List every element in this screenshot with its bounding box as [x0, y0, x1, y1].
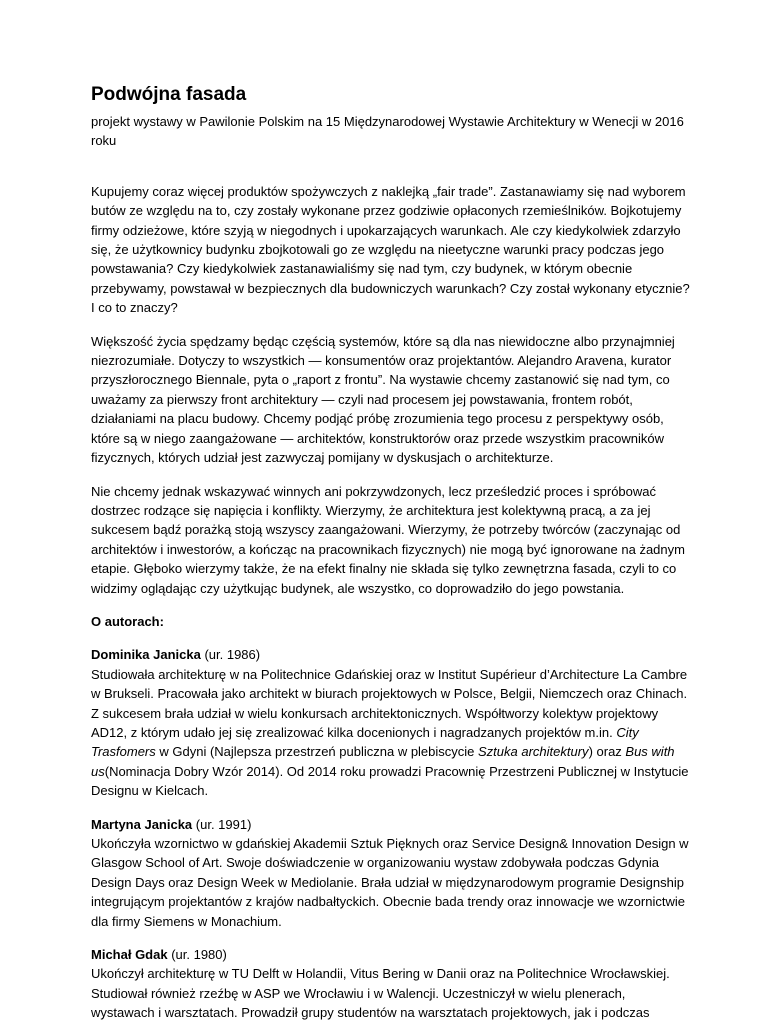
author-bio-text: ) oraz: [588, 744, 626, 760]
author-name: Michał Gdak: [91, 947, 168, 963]
intro-paragraph-3: Nie chcemy jednak wskazywać winnych ani pokrzywdzonych, lecz prześledzić proces i spróbować dostrzec rodzące się napięcia i konflikty. Wierzymy, że architektura jest kolektywną pracą, a za jej sukcesem bądź porażką stoją wszyscy zaangażowani. Wierzymy, że potrzeby twórców (zaczynając od architektów i inwestorów, a kończąc na pracownikach fizycznych) nie mogą być ignorowane na żadnym etapie. Głęboko wierzymy także, że na efekt finalny nie składa się tylko zewnętrzna fasada, czyli to co widzimy oglądając czy użytkując budynek, ale wszystko, co doprowadziło do jego powstania.: [91, 483, 685, 596]
author-bio-text: Studiowała architekturę w na Politechnice Gdańskiej oraz w Institut Supérieur d’Architecture La Cambre w Brukseli. Pracowała jako architekt w biurach projektowych w Polsce, Belgii, Niemczech oraz Chinach. Z sukcesem brała udział w wielu konkursach architektonicznych. Współtworzy kolektyw projektowy AD12, z którym udało jej się zrealizować kilka docenionych i nagradzanych projektów m.in.: [91, 666, 688, 740]
author-bio-text: Ukończyła wzornictwo w gdańskiej Akademii Sztuk Pięknych oraz Service Design& Innovation Design w Glasgow School of Art. Swoje doświadczenie w organizowaniu wystaw zdobywała podczas Gdynia Design Days oraz Design Week w Mediolanie. Brała udział w międzynarodowym programie Designship integrującym projektantów z krajów nadbałtyckich. Obecnie bada trendy oraz innowacje we wzornictwie dla firmy Siemens w Monachium.: [91, 836, 689, 929]
author-name: Martyna Janicka: [91, 816, 193, 832]
author-bio-text: Ukończył architekturę w TU Delft w Holandii, Vitus Bering w Danii oraz na Politechnice Wrocławskiej. Studiował również rzeźbę w ASP we Wrocławiu i w Walencji. Uczestniczył w wielu plenerach, wystawach i warsztatach. Prowadził grupy studentów na warsztatach projektowych, jak i podczas: [91, 966, 670, 1021]
author-born: (ur. 1980): [167, 947, 227, 963]
project-title: City Trasfomers: [91, 724, 639, 760]
document-page: [91, 84, 691, 1023]
author-bio-text: w Gdyni (Najlepsza przestrzeń publiczna w plebiscycie: [155, 744, 479, 760]
author-born: (ur. 1991): [192, 816, 252, 832]
award-title: Sztuka architektury: [478, 744, 589, 760]
document-subtitle: projekt wystawy w Pawilonie Polskim na 15 Międzynarodowej Wystawie Architektury w Wenecji w 2016 roku: [91, 114, 684, 149]
intro-paragraph-2: Większość życia spędzamy będąc częścią systemów, które są dla nas niewidoczne albo przynajmniej niezrozumiałe. Dotyczy to wszystkich — konsumentów oraz projektantów. Alejandro Aravena, kurator przyszłorocznego Biennale, pyta o „raport z frontu”. Na wystawie chcemy zastanowić się nad tym, co uważamy za pierwszy front architektury — czyli nad procesem jej powstawania, frontem robót, działaniami na placu budowy. Chcemy podjąć próbę zrozumienia tego procesu z perspektywy osób, które są w niego zaangażowane — architektów, konstruktorów oraz przede wszystkim pracowników fizycznych, których udział jest zazwyczaj pomijany w dyskusjach o architekturze.: [91, 333, 675, 466]
author-bio-martyna: [91, 815, 691, 931]
author-born: (ur. 1986): [200, 647, 261, 663]
document-title: Podwójna fasada: [91, 84, 247, 105]
intro-paragraph-1: Kupujemy coraz więcej produktów spożywczych z naklejką „fair trade”. Zastanawiamy się nad wyborem butów ze względu na to, czy zostały wykonane przez godziwie opłaconych rzemieślników. Bojkotujemy firmy odzieżowe, które szyją w niegodnych i upokarzających warunkach. Ale czy kiedykolwiek zdarzyło się, że użytkownicy budynku zbojkotowali go ze względu na nieetyczne warunki pracy podczas jego powstawania? Czy kiedykolwiek zastanawialiśmy się nad tym, czy budynek, w którym obecnie przebywamy, powstawał w bezpiecznych dla budowniczych warunkach? Czy został wykonany etycznie? I co to znaczy?: [91, 183, 690, 316]
authors-heading: O autorach:: [91, 613, 164, 629]
author-bio-michal: [91, 945, 691, 1023]
author-name: Dominika Janicka: [91, 647, 201, 663]
author-bio-dominika: [91, 645, 691, 800]
project-title: Bus with us: [91, 744, 675, 779]
author-bio-text: (Nominacja Dobry Wzór 2014). Od 2014 roku prowadzi Pracownię Przestrzeni Publicznej w Instytucie Designu w Kielcach.: [91, 763, 689, 799]
